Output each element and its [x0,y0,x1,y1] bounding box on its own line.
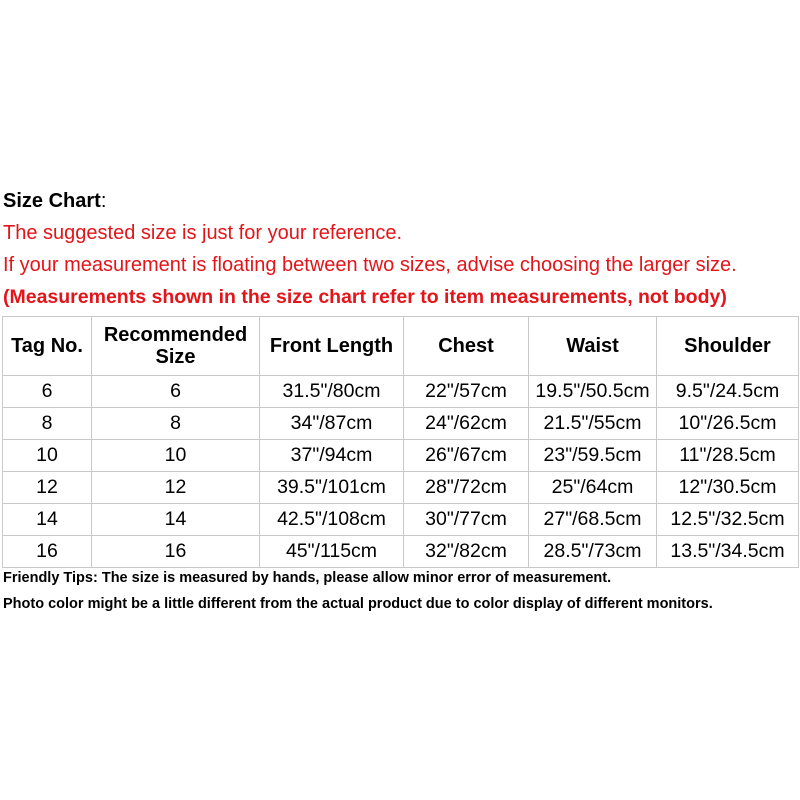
cell-shoulder: 12"/30.5cm [657,472,799,504]
reference-note: The suggested size is just for your reference. [3,222,403,244]
cell-front-length: 42.5"/108cm [260,504,404,536]
table-row [3,376,799,408]
cell-front-length: 45"/115cm [260,536,404,568]
cell-chest: 28"/72cm [404,472,529,504]
size-chart-title [3,188,106,214]
cell-shoulder: 12.5"/32.5cm [657,504,799,536]
header-recommended-size-label: Recommended Size [103,324,248,368]
header-chest: Chest [404,317,529,376]
cell-chest: 26"/67cm [404,440,529,472]
cell-recommended-size: 10 [92,440,260,472]
cell-waist: 21.5"/55cm [529,408,657,440]
cell-front-length: 37"/94cm [260,440,404,472]
header-front-length: Front Length [260,317,404,376]
cell-front-length: 39.5"/101cm [260,472,404,504]
table-row [3,504,799,536]
table-row [3,536,799,568]
cell-chest: 32"/82cm [404,536,529,568]
table-header-row [3,317,799,376]
floating-size-note: If your measurement is floating between two sizes, advise choosing the larger size. [3,254,737,276]
cell-front-length: 31.5"/80cm [260,376,404,408]
cell-chest: 22"/57cm [404,376,529,408]
cell-recommended-size: 14 [92,504,260,536]
cell-chest: 24"/62cm [404,408,529,440]
cell-tag-no: 8 [3,408,92,440]
cell-tag-no: 10 [3,440,92,472]
title-suffix: : [100,190,107,212]
friendly-tip-color: Photo color might be a little different from the actual product due to color display of different monitors. [3,596,713,612]
cell-waist: 27"/68.5cm [529,504,657,536]
cell-tag-no: 14 [3,504,92,536]
cell-chest: 30"/77cm [404,504,529,536]
cell-recommended-size: 16 [92,536,260,568]
cell-waist: 28.5"/73cm [529,536,657,568]
cell-tag-no: 16 [3,536,92,568]
title-text: Size Chart [3,190,101,212]
cell-tag-no: 12 [3,472,92,504]
header-tag-no: Tag No. [3,317,92,376]
cell-recommended-size: 6 [92,376,260,408]
cell-front-length: 34"/87cm [260,408,404,440]
table-row [3,472,799,504]
size-table [2,316,799,568]
header-shoulder: Shoulder [657,317,799,376]
measurements-note: (Measurements shown in the size chart refer to item measurements, not body) [3,286,727,308]
cell-waist: 25"/64cm [529,472,657,504]
cell-waist: 19.5"/50.5cm [529,376,657,408]
friendly-tip-measurement: Friendly Tips: The size is measured by hands, please allow minor error of measurement. [3,570,612,586]
cell-recommended-size: 12 [92,472,260,504]
header-waist: Waist [529,317,657,376]
cell-shoulder: 11"/28.5cm [657,440,799,472]
table-row [3,440,799,472]
table-row [3,408,799,440]
cell-waist: 23"/59.5cm [529,440,657,472]
cell-shoulder: 13.5"/34.5cm [657,536,799,568]
cell-tag-no: 6 [3,376,92,408]
header-recommended-size [92,317,260,376]
cell-recommended-size: 8 [92,408,260,440]
cell-shoulder: 10"/26.5cm [657,408,799,440]
cell-shoulder: 9.5"/24.5cm [657,376,799,408]
